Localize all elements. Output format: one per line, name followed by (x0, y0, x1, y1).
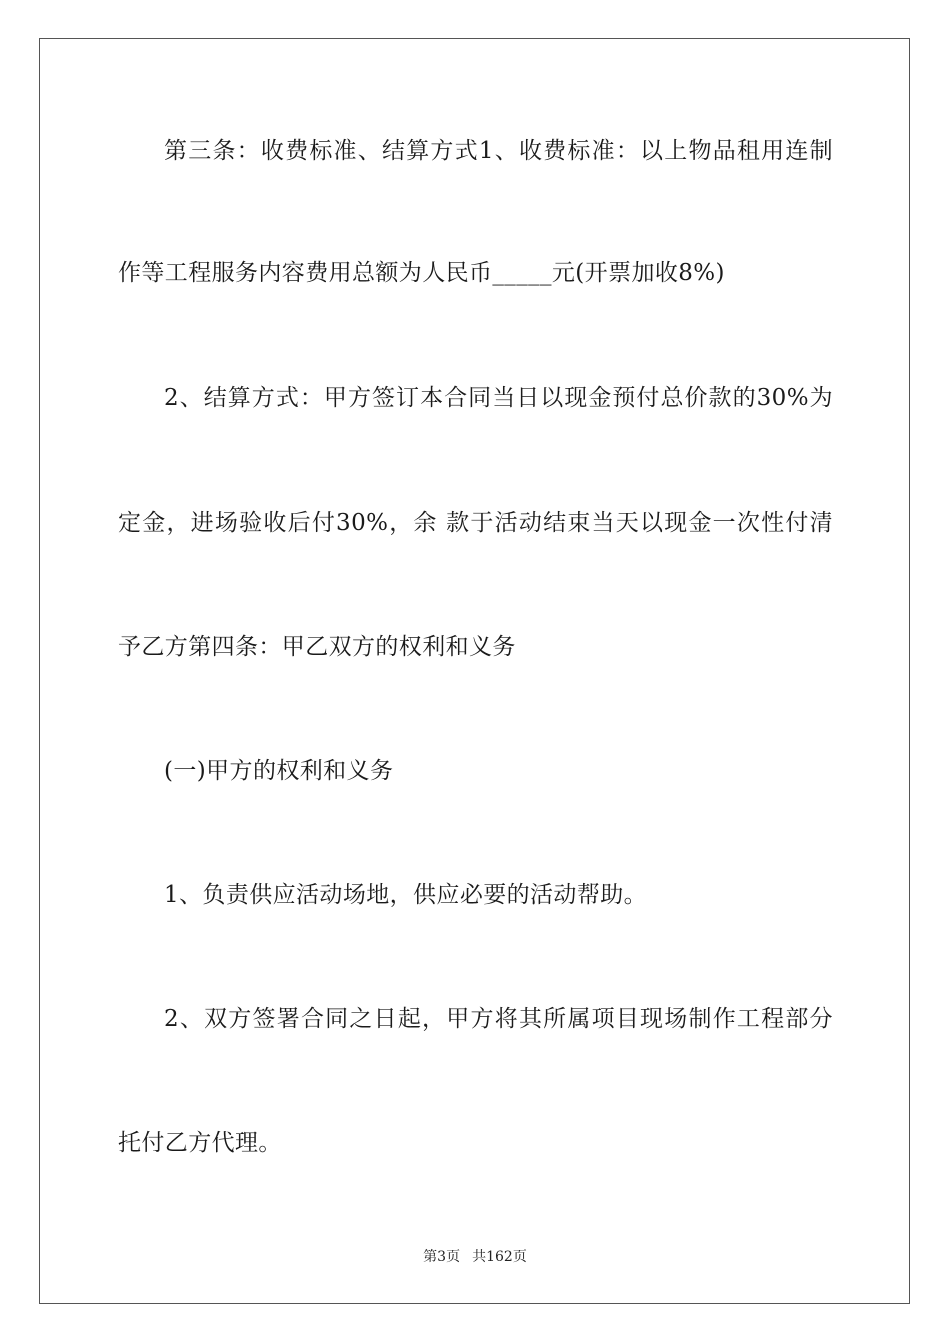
page-footer (0, 1248, 950, 1266)
page-total: 共162页 (472, 1249, 527, 1265)
page-number: 第3页 (423, 1249, 461, 1265)
page-border (39, 38, 910, 1304)
paragraph-line: (一)甲方的权利和义务 (164, 758, 394, 784)
paragraph-line: 定金，进场验收后付30%，余 款于活动结束当天以现金一次性付清 (118, 510, 833, 536)
paragraph-line: 托付乙方代理。 (118, 1130, 282, 1156)
paragraph-line: 第三条：收费标准、结算方式1、收费标准：以上物品租用连制 (164, 138, 833, 164)
paragraph-line: 1、负责供应活动场地，供应必要的活动帮助。 (164, 882, 648, 908)
paragraph-line: 作等工程服务内容费用总额为人民币_____元(开票加收8%) (118, 260, 725, 286)
paragraph-line: 2、双方签署合同之日起，甲方将其所属项目现场制作工程部分 (164, 1006, 833, 1032)
paragraph-line: 2、结算方式：甲方签订本合同当日以现金预付总价款的30%为 (164, 385, 833, 411)
paragraph-line: 予乙方第四条：甲乙双方的权利和义务 (118, 634, 516, 660)
